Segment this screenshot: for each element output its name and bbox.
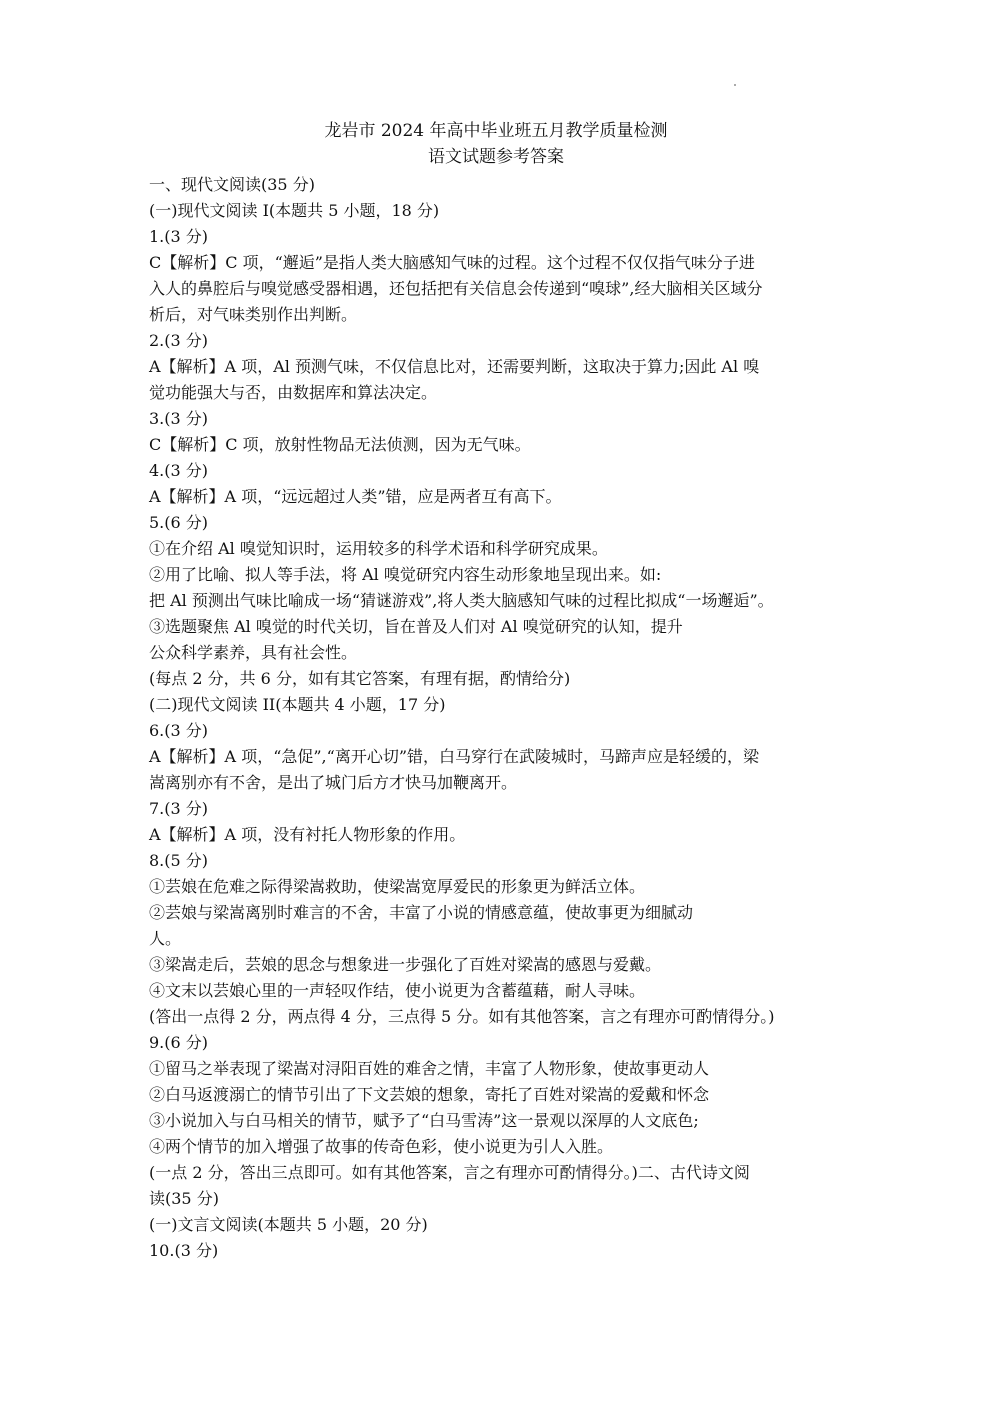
- text-line: 4.(3 分): [149, 461, 209, 480]
- text-line: ①芸娘在危难之际得梁嵩救助，使梁嵩宽厚爱民的形象更为鲜活立体。: [149, 877, 646, 896]
- text-line: 1.(3 分): [149, 227, 209, 246]
- text-line: C【解析】C 项，“邂逅”是指人类大脑感知气味的过程。这个过程不仅仅指气味分子进: [149, 253, 755, 272]
- text-line: ④两个情节的加入增强了故事的传奇色彩，使小说更为引人入胜。: [149, 1137, 614, 1156]
- text-line: ①在介绍 Al 嗅觉知识时，运用较多的科学术语和科学研究成果。: [149, 539, 608, 558]
- answer-body: [149, 172, 849, 1264]
- text-line: 人。: [149, 929, 182, 948]
- text-line: ③选题聚焦 Al 嗅觉的时代关切，旨在普及人们对 Al 嗅觉研究的认知，提升: [149, 617, 683, 636]
- text-line: 7.(3 分): [149, 799, 209, 818]
- text-line: 9.(6 分): [149, 1033, 209, 1052]
- scan-speck: [734, 84, 736, 86]
- text-line: 5.(6 分): [149, 513, 209, 532]
- text-line: C【解析】C 项，放射性物品无法侦测，因为无气味。: [149, 435, 531, 454]
- text-line: 公众科学素养，具有社会性。: [149, 643, 358, 662]
- text-line: ①留马之举表现了梁嵩对浔阳百姓的难舍之情，丰富了人物形象，使故事更动人: [149, 1059, 710, 1078]
- text-line: (答出一点得 2 分，两点得 4 分，三点得 5 分。如有其他答案，言之有理亦可酌情得分。): [149, 1007, 775, 1026]
- text-line: (一)现代文阅读 I(本题共 5 小题，18 分): [149, 201, 440, 220]
- text-line: ②用了比喻、拟人等手法，将 Al 嗅觉研究内容生动形象地呈现出来。如:: [149, 565, 662, 584]
- text-line: 析后，对气味类别作出判断。: [149, 305, 358, 324]
- text-line: (一)文言文阅读(本题共 5 小题，20 分): [149, 1215, 428, 1234]
- document-title: 龙岩市 2024 年高中毕业班五月教学质量检测: [324, 121, 668, 141]
- document-subtitle: 语文试题参考答案: [428, 147, 564, 167]
- text-line: 一、现代文阅读(35 分): [149, 175, 315, 194]
- text-line: A【解析】A 项，没有衬托人物形象的作用。: [149, 825, 466, 844]
- text-line: ③梁嵩走后，芸娘的思念与想象进一步强化了百姓对梁嵩的感恩与爱戴。: [149, 955, 662, 974]
- text-line: 3.(3 分): [149, 409, 209, 428]
- document-header: [0, 118, 992, 170]
- text-line: ②芸娘与梁嵩离别时难言的不舍，丰富了小说的情感意蕴，使故事更为细腻动: [149, 903, 694, 922]
- text-line: 入人的鼻腔后与嗅觉感受器相遇，还包括把有关信息会传递到“嗅球”,经大脑相关区域分: [149, 279, 763, 298]
- text-line: A【解析】A 项，“急促”,“离开心切”错，白马穿行在武陵城时，马蹄声应是轻缓的，梁: [149, 747, 760, 766]
- text-line: 10.(3 分): [149, 1241, 219, 1260]
- text-line: 觉功能强大与否，由数据库和算法决定。: [149, 383, 438, 402]
- text-line: A【解析】A 项，“远远超过人类”错，应是两者互有高下。: [149, 487, 562, 506]
- text-line: A【解析】A 项，Al 预测气味，不仅信息比对，还需要判断，这取决于算力;因此 Al 嗅: [149, 357, 760, 376]
- text-line: 读(35 分): [149, 1189, 219, 1208]
- text-line: (一点 2 分，答出三点即可。如有其他答案，言之有理亦可酌情得分。)二、古代诗文阅: [149, 1163, 750, 1182]
- text-line: 6.(3 分): [149, 721, 209, 740]
- text-line: (每点 2 分，共 6 分，如有其它答案，有理有据，酌情给分): [149, 669, 571, 688]
- text-line: ②白马返渡溺亡的情节引出了下文芸娘的想象，寄托了百姓对梁嵩的爱戴和怀念: [149, 1085, 710, 1104]
- text-line: ③小说加入与白马相关的情节，赋予了“白马雪涛”这一景观以深厚的人文底色;: [149, 1111, 699, 1130]
- text-line: 8.(5 分): [149, 851, 209, 870]
- text-line: 把 Al 预测出气味比喻成一场“猜谜游戏”,将人类大脑感知气味的过程比拟成“一场邂逅”。: [149, 591, 774, 610]
- text-line: ④文末以芸娘心里的一声轻叹作结，使小说更为含蓄蕴藉，耐人寻味。: [149, 981, 646, 1000]
- text-line: 2.(3 分): [149, 331, 209, 350]
- text-line: 嵩离别亦有不舍，是出了城门后方才快马加鞭离开。: [149, 773, 518, 792]
- text-line: (二)现代文阅读 II(本题共 4 小题，17 分): [149, 695, 446, 714]
